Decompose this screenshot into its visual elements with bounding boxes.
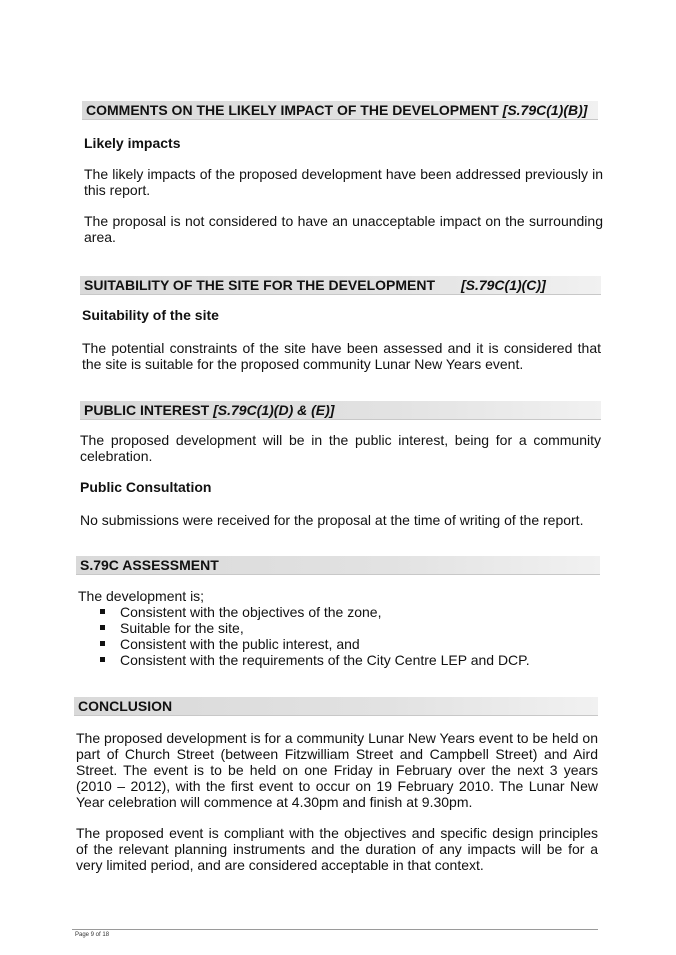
section-heading-impact: [82, 101, 598, 120]
list-item: Suitable for the site,: [80, 620, 600, 636]
paragraph-conclusion-1: The proposed development is for a community Lunar New Years event to be held on part of Church Street (between Fitzwilliam Street and Campbell Street) and Aird Street. The event is to be held on one Friday in February over the next 3 years (2010 – 2012), with the first event to occur on 19 February 2010. The Lunar New Year celebration will commence at 4.30pm and finish at 9.30pm.: [76, 730, 598, 810]
list-item: Consistent with the public interest, and: [80, 636, 600, 652]
section-heading-public-interest-text: PUBLIC INTEREST: [84, 402, 210, 418]
paragraph-suitability-1: The potential constraints of the site have been assessed and it is considered that the site is suitable for the proposed community Lunar New Years event.: [82, 340, 601, 372]
list-item: Consistent with the objectives of the zone,: [80, 604, 600, 620]
section-heading-public-interest: [80, 401, 601, 420]
section-heading-public-interest-ref: [S.79C(1)(D) & (E)]: [213, 402, 335, 418]
assessment-list: [80, 604, 600, 668]
section-heading-impact-ref: [S.79C(1)(B)]: [502, 102, 588, 118]
paragraph-public-interest-2: No submissions were received for the proposal at the time of writing of the report.: [80, 512, 584, 528]
section-heading-conclusion: [74, 697, 598, 716]
subheading-suitability: Suitability of the site: [82, 307, 219, 323]
paragraph-conclusion-2: The proposed event is compliant with the objectives and specific design principles of the relevant planning instruments and the duration of any impacts will be for a very limited period, and are considered acceptable in that context.: [76, 825, 598, 873]
section-heading-assessment: [76, 556, 600, 575]
paragraph-impact-1: The likely impacts of the proposed development have been addressed previously in this report.: [84, 166, 603, 198]
section-heading-impact-text: COMMENTS ON THE LIKELY IMPACT OF THE DEVELOPMENT: [86, 102, 499, 118]
paragraph-public-interest-1: The proposed development will be in the public interest, being for a community celebration.: [80, 432, 601, 464]
subheading-public-consultation: Public Consultation: [80, 479, 212, 495]
subheading-likely-impacts: Likely impacts: [84, 135, 181, 151]
section-heading-suitability: [80, 276, 601, 295]
section-heading-conclusion-text: CONCLUSION: [78, 698, 173, 714]
list-item: Consistent with the requirements of the City Centre LEP and DCP.: [80, 652, 600, 668]
paragraph-impact-2: The proposal is not considered to have an unacceptable impact on the surrounding area.: [84, 213, 603, 245]
section-heading-suitability-ref: [S.79C(1)(C)]: [460, 277, 546, 293]
section-heading-assessment-text: S.79C ASSESSMENT: [80, 557, 219, 573]
footer-rule: [72, 929, 598, 930]
page-number: Page 9 of 18: [75, 932, 110, 938]
section-heading-suitability-text: SUITABILITY OF THE SITE FOR THE DEVELOPMENT: [84, 277, 436, 293]
assessment-intro: The development is;: [78, 588, 205, 604]
